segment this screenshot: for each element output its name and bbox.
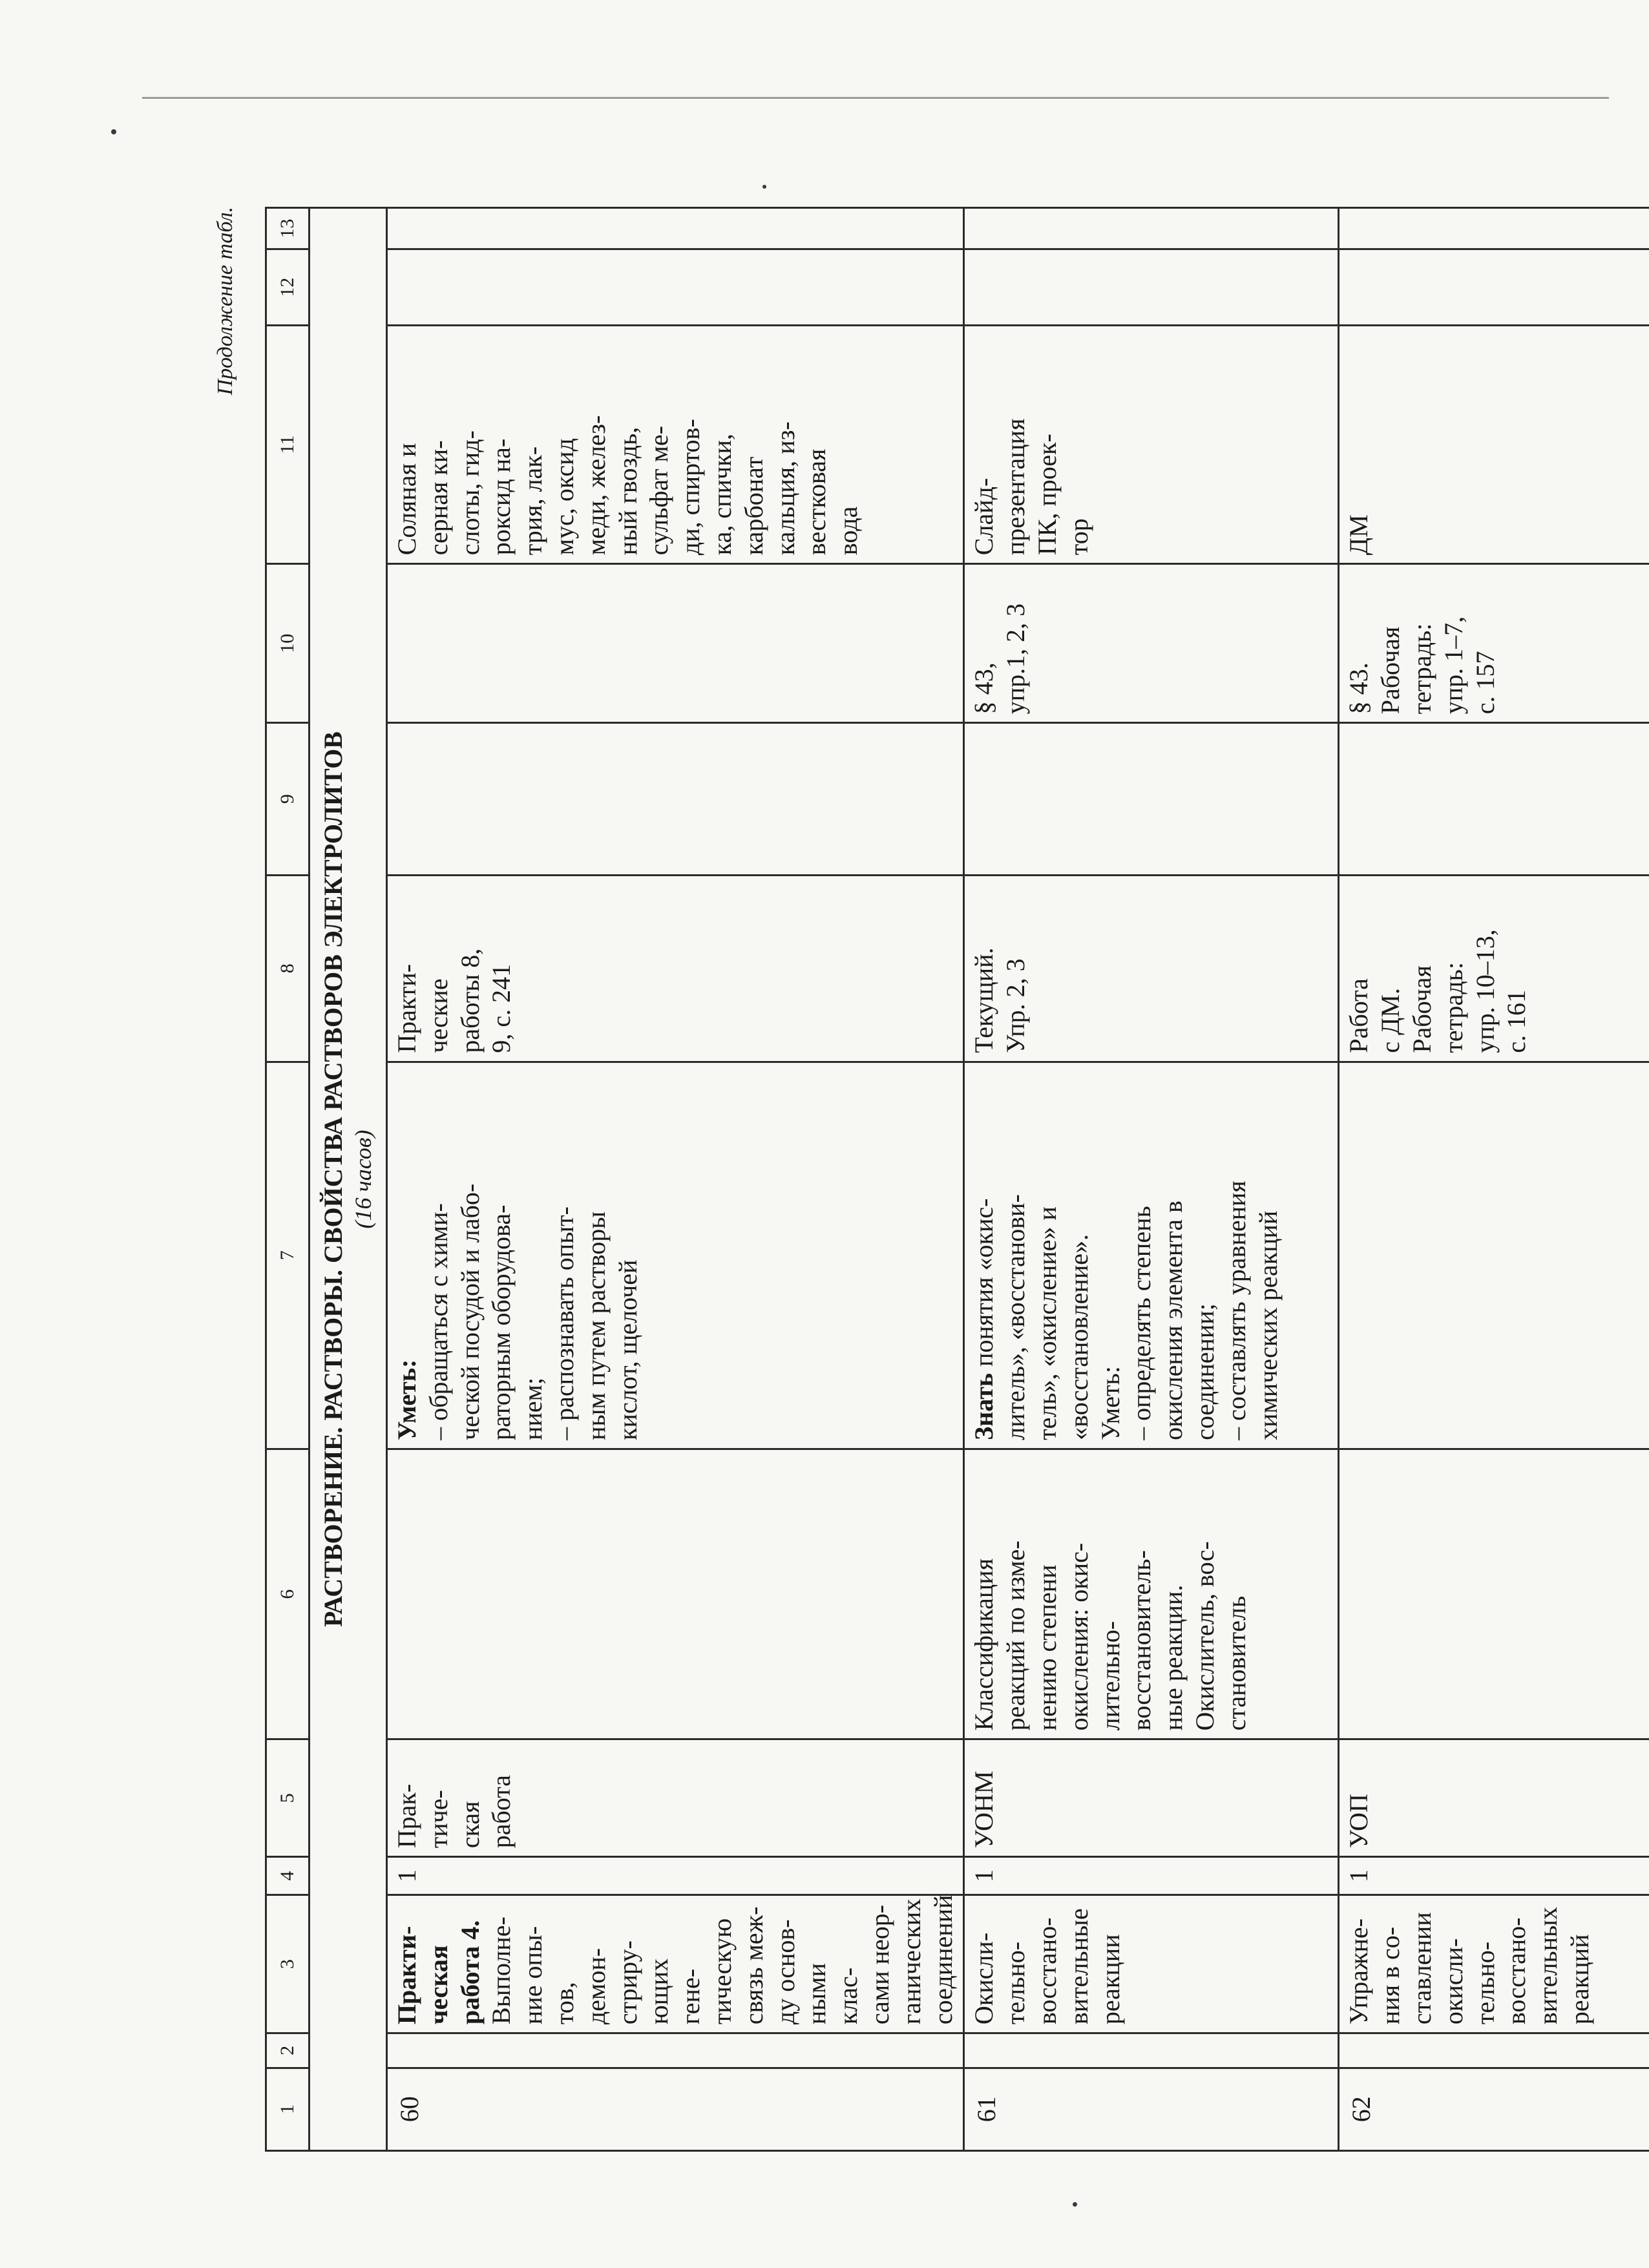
requirements [387,1062,964,1449]
lesson-number: 60 [387,2068,964,2150]
continuation-note: Продолжение табл. [213,207,237,395]
cell-col12 [1339,249,1649,326]
section-title: РАСТВОРЕНИЕ. РАСТВОРЫ. СВОЙСТВА РАСТВОРОВ ЭЛЕКТРОЛИТОВ [319,731,348,1627]
requirements [964,1062,1339,1449]
equipment: ДМ [1339,326,1649,564]
column-number: 6 [266,1449,310,1739]
column-number: 2 [266,2033,310,2068]
lesson-type: УОП [1339,1739,1649,1857]
rotated-table-wrapper [213,207,1594,2152]
column-number: 1 [266,2068,310,2150]
cell-col9 [387,723,964,875]
section-heading-row [310,208,387,2151]
lesson-number: 61 [964,2068,1339,2150]
cell-col12 [964,249,1339,326]
cell-col2 [964,2033,1339,2068]
control-form: Работа с ДМ. Рабочая тетрадь: упр. 10–13, с. 161 [1339,875,1649,1062]
requirements-bold: Уметь: [392,1359,421,1440]
column-number: 8 [266,875,310,1062]
cell-col13 [1339,208,1649,249]
column-number: 11 [266,326,310,564]
requirements-bold: Знать [969,1372,999,1440]
section-heading [310,208,387,2151]
cell-col9 [964,723,1339,875]
lesson-topic: Упражне- ния в со- ставлении окисли- тельно- восстано- вительных реакций [1339,1895,1649,2033]
lesson-plan-table [265,207,1649,2152]
lesson-type: Прак- тиче- ская работа [387,1739,964,1857]
column-number: 3 [266,1895,310,2033]
lesson-content: Классификация реакций по изме- нению степени окисления: окис- лительно- восстановитель- ные реакции. Окислитель, вос- становитель [964,1449,1339,1739]
requirements-text: понятия «окис- литель», «восстанови- тель», «окисление» и «восстановление». Уметь: – определять степень окисления элемента в соединении; – составлять уравнения химических реакций [969,1181,1283,1440]
column-number: 13 [266,208,310,249]
lesson-number: 62 [1339,2068,1649,2150]
homework: § 43, упр.1, 2, 3 [964,564,1339,723]
control-form: Текущий. Упр. 2, 3 [964,875,1339,1062]
column-number: 7 [266,1062,310,1449]
homework [387,564,964,723]
lesson-content [1339,1449,1649,1739]
table-row [964,208,1339,2151]
requirements-text: – обращаться с хими- ческой посудой и лабо- раторным оборудова- нием; – распознавать опыт- ным путем растворы кислот, щелочей [423,1183,642,1440]
cell-col9 [1339,723,1649,875]
column-number: 10 [266,564,310,723]
column-number: 4 [266,1857,310,1895]
lesson-content [387,1449,964,1739]
column-number: 12 [266,249,310,326]
equipment: Соляная и серная ки- слоты, гид- роксид на- трия, лак- мус, оксид меди, желез- ный гвоздь, сульфат ме- ди, спиртов- ка, спички, карбонат кальция, из- вестковая вода [387,326,964,564]
lesson-hours: 1 [964,1857,1339,1895]
equipment: Слайд- презентация ПК, проек- тор [964,326,1339,564]
column-number-row [266,208,310,2151]
lesson-topic [387,1895,964,2033]
cell-col2 [1339,2033,1649,2068]
table-row [1339,208,1649,2151]
section-hours: (16 часов) [350,1129,376,1229]
lesson-topic: Окисли- тельно- восстано- вительные реакции [964,1895,1339,2033]
topic-bold: Практи- ческая работа 4. [392,1920,485,2025]
homework: § 43. Рабочая тетрадь: упр. 1–7, с. 157 [1339,564,1649,723]
lesson-type: УОНМ [964,1739,1339,1857]
column-number: 5 [266,1739,310,1857]
cell-col13 [964,208,1339,249]
lesson-hours: 1 [387,1857,964,1895]
cell-col2 [387,2033,964,2068]
table-row [387,208,964,2151]
cell-col13 [387,208,964,249]
topic-text: Выполне- ние опы- тов, демон- стриру- ющих гене- тическую связь меж- ду основ- ными клас- сами неор- ганических соединений [487,1895,958,2025]
control-form: Практи- ческие работы 8, 9, с. 241 [387,875,964,1062]
column-number: 9 [266,723,310,875]
cell-col12 [387,249,964,326]
lesson-hours: 1 [1339,1857,1649,1895]
requirements [1339,1062,1649,1449]
